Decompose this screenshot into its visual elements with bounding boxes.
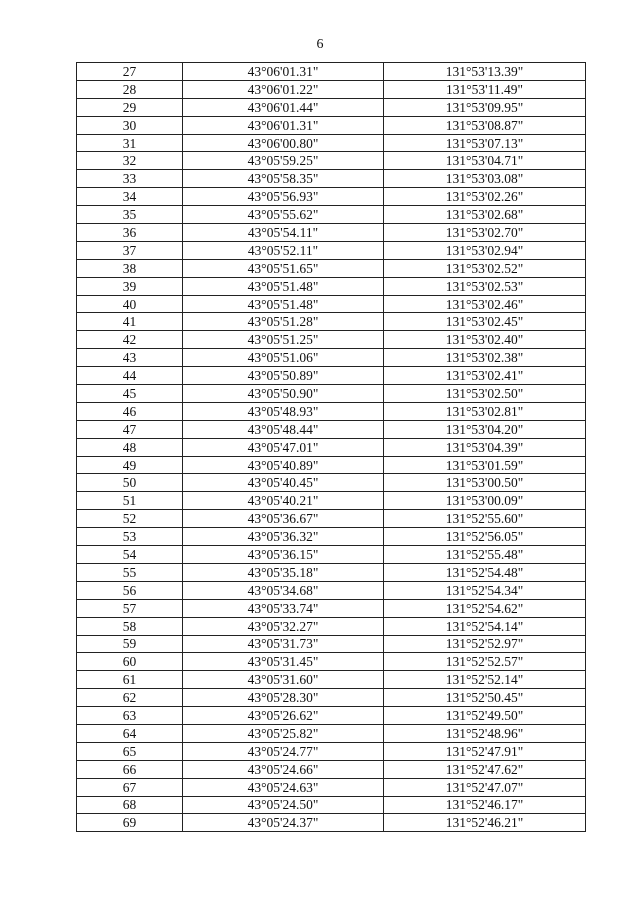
table-row — [77, 689, 586, 707]
point-number-cell: 36 — [77, 224, 183, 242]
latitude-cell: 43°05'51.06" — [183, 349, 384, 367]
table-row — [77, 796, 586, 814]
latitude-cell: 43°05'48.44" — [183, 420, 384, 438]
latitude-cell: 43°05'54.11" — [183, 224, 384, 242]
longitude-cell: 131°52'47.62" — [384, 760, 586, 778]
longitude-cell: 131°52'46.21" — [384, 814, 586, 832]
table-row — [77, 402, 586, 420]
point-number-cell: 37 — [77, 241, 183, 259]
table-row — [77, 259, 586, 277]
longitude-cell: 131°53'11.49" — [384, 80, 586, 98]
longitude-cell: 131°52'54.48" — [384, 563, 586, 581]
table-row — [77, 599, 586, 617]
longitude-cell: 131°53'02.94" — [384, 241, 586, 259]
longitude-cell: 131°53'02.50" — [384, 385, 586, 403]
table-row — [77, 742, 586, 760]
longitude-cell: 131°52'52.57" — [384, 653, 586, 671]
point-number-cell: 56 — [77, 581, 183, 599]
latitude-cell: 43°05'51.48" — [183, 277, 384, 295]
point-number-cell: 27 — [77, 63, 183, 81]
point-number-cell: 50 — [77, 474, 183, 492]
longitude-cell: 131°53'02.68" — [384, 206, 586, 224]
latitude-cell: 43°05'50.90" — [183, 385, 384, 403]
longitude-cell: 131°53'09.95" — [384, 98, 586, 116]
point-number-cell: 29 — [77, 98, 183, 116]
longitude-cell: 131°53'04.20" — [384, 420, 586, 438]
longitude-cell: 131°52'46.17" — [384, 796, 586, 814]
latitude-cell: 43°05'47.01" — [183, 438, 384, 456]
latitude-cell: 43°05'31.73" — [183, 635, 384, 653]
latitude-cell: 43°05'51.25" — [183, 331, 384, 349]
latitude-cell: 43°05'51.48" — [183, 295, 384, 313]
point-number-cell: 47 — [77, 420, 183, 438]
latitude-cell: 43°05'33.74" — [183, 599, 384, 617]
point-number-cell: 57 — [77, 599, 183, 617]
point-number-cell: 68 — [77, 796, 183, 814]
point-number-cell: 41 — [77, 313, 183, 331]
point-number-cell: 28 — [77, 80, 183, 98]
longitude-cell: 131°52'47.91" — [384, 742, 586, 760]
point-number-cell: 58 — [77, 617, 183, 635]
longitude-cell: 131°53'02.52" — [384, 259, 586, 277]
table-row — [77, 313, 586, 331]
table-row — [77, 170, 586, 188]
longitude-cell: 131°53'02.45" — [384, 313, 586, 331]
longitude-cell: 131°53'02.81" — [384, 402, 586, 420]
point-number-cell: 38 — [77, 259, 183, 277]
table-row — [77, 188, 586, 206]
longitude-cell: 131°53'02.41" — [384, 367, 586, 385]
point-number-cell: 32 — [77, 152, 183, 170]
longitude-cell: 131°53'04.71" — [384, 152, 586, 170]
point-number-cell: 51 — [77, 492, 183, 510]
coordinates-table — [76, 62, 586, 832]
point-number-cell: 65 — [77, 742, 183, 760]
latitude-cell: 43°05'36.67" — [183, 510, 384, 528]
table-row — [77, 635, 586, 653]
latitude-cell: 43°05'52.11" — [183, 241, 384, 259]
point-number-cell: 62 — [77, 689, 183, 707]
longitude-cell: 131°53'02.40" — [384, 331, 586, 349]
point-number-cell: 33 — [77, 170, 183, 188]
longitude-cell: 131°53'00.09" — [384, 492, 586, 510]
table-row — [77, 778, 586, 796]
latitude-cell: 43°05'48.93" — [183, 402, 384, 420]
table-row — [77, 224, 586, 242]
longitude-cell: 131°53'02.70" — [384, 224, 586, 242]
longitude-cell: 131°52'50.45" — [384, 689, 586, 707]
point-number-cell: 35 — [77, 206, 183, 224]
longitude-cell: 131°52'56.05" — [384, 528, 586, 546]
longitude-cell: 131°52'54.14" — [384, 617, 586, 635]
longitude-cell: 131°53'13.39" — [384, 63, 586, 81]
table-row — [77, 349, 586, 367]
latitude-cell: 43°05'36.32" — [183, 528, 384, 546]
latitude-cell: 43°05'36.15" — [183, 546, 384, 564]
latitude-cell: 43°05'28.30" — [183, 689, 384, 707]
latitude-cell: 43°05'40.89" — [183, 456, 384, 474]
point-number-cell: 60 — [77, 653, 183, 671]
table-row — [77, 653, 586, 671]
latitude-cell: 43°05'26.62" — [183, 707, 384, 725]
table-row — [77, 116, 586, 134]
latitude-cell: 43°05'58.35" — [183, 170, 384, 188]
longitude-cell: 131°53'02.38" — [384, 349, 586, 367]
table-row — [77, 760, 586, 778]
longitude-cell: 131°52'54.62" — [384, 599, 586, 617]
latitude-cell: 43°05'31.60" — [183, 671, 384, 689]
latitude-cell: 43°05'24.37" — [183, 814, 384, 832]
latitude-cell: 43°05'31.45" — [183, 653, 384, 671]
longitude-cell: 131°53'07.13" — [384, 134, 586, 152]
point-number-cell: 67 — [77, 778, 183, 796]
longitude-cell: 131°53'04.39" — [384, 438, 586, 456]
point-number-cell: 49 — [77, 456, 183, 474]
point-number-cell: 48 — [77, 438, 183, 456]
latitude-cell: 43°05'40.45" — [183, 474, 384, 492]
latitude-cell: 43°05'40.21" — [183, 492, 384, 510]
point-number-cell: 53 — [77, 528, 183, 546]
table-row — [77, 295, 586, 313]
point-number-cell: 40 — [77, 295, 183, 313]
latitude-cell: 43°05'55.62" — [183, 206, 384, 224]
latitude-cell: 43°05'51.28" — [183, 313, 384, 331]
point-number-cell: 34 — [77, 188, 183, 206]
table-row — [77, 814, 586, 832]
point-number-cell: 31 — [77, 134, 183, 152]
table-row — [77, 510, 586, 528]
latitude-cell: 43°05'59.25" — [183, 152, 384, 170]
longitude-cell: 131°53'01.59" — [384, 456, 586, 474]
table-row — [77, 331, 586, 349]
point-number-cell: 64 — [77, 724, 183, 742]
table-row — [77, 367, 586, 385]
latitude-cell: 43°05'24.77" — [183, 742, 384, 760]
longitude-cell: 131°52'47.07" — [384, 778, 586, 796]
latitude-cell: 43°05'56.93" — [183, 188, 384, 206]
table-row — [77, 206, 586, 224]
longitude-cell: 131°52'49.50" — [384, 707, 586, 725]
point-number-cell: 43 — [77, 349, 183, 367]
table-row — [77, 385, 586, 403]
point-number-cell: 39 — [77, 277, 183, 295]
latitude-cell: 43°05'24.50" — [183, 796, 384, 814]
table-row — [77, 546, 586, 564]
latitude-cell: 43°05'25.82" — [183, 724, 384, 742]
latitude-cell: 43°05'34.68" — [183, 581, 384, 599]
table-row — [77, 134, 586, 152]
table-row — [77, 456, 586, 474]
point-number-cell: 46 — [77, 402, 183, 420]
point-number-cell: 69 — [77, 814, 183, 832]
point-number-cell: 44 — [77, 367, 183, 385]
table-row — [77, 277, 586, 295]
point-number-cell: 61 — [77, 671, 183, 689]
longitude-cell: 131°52'54.34" — [384, 581, 586, 599]
longitude-cell: 131°52'55.48" — [384, 546, 586, 564]
longitude-cell: 131°53'00.50" — [384, 474, 586, 492]
table-row — [77, 492, 586, 510]
point-number-cell: 30 — [77, 116, 183, 134]
latitude-cell: 43°05'24.66" — [183, 760, 384, 778]
table-row — [77, 241, 586, 259]
table-row — [77, 617, 586, 635]
latitude-cell: 43°05'32.27" — [183, 617, 384, 635]
page-number: 6 — [316, 37, 324, 52]
latitude-cell: 43°05'24.63" — [183, 778, 384, 796]
latitude-cell: 43°05'51.65" — [183, 259, 384, 277]
point-number-cell: 45 — [77, 385, 183, 403]
point-number-cell: 55 — [77, 563, 183, 581]
latitude-cell: 43°06'01.44" — [183, 98, 384, 116]
longitude-cell: 131°53'02.26" — [384, 188, 586, 206]
table-row — [77, 581, 586, 599]
table-row — [77, 438, 586, 456]
table-row — [77, 474, 586, 492]
longitude-cell: 131°53'02.53" — [384, 277, 586, 295]
longitude-cell: 131°53'02.46" — [384, 295, 586, 313]
point-number-cell: 52 — [77, 510, 183, 528]
coordinates-table-body — [77, 63, 586, 832]
longitude-cell: 131°52'48.96" — [384, 724, 586, 742]
point-number-cell: 66 — [77, 760, 183, 778]
table-row — [77, 80, 586, 98]
point-number-cell: 42 — [77, 331, 183, 349]
latitude-cell: 43°05'35.18" — [183, 563, 384, 581]
table-row — [77, 724, 586, 742]
table-row — [77, 98, 586, 116]
point-number-cell: 59 — [77, 635, 183, 653]
latitude-cell: 43°06'01.22" — [183, 80, 384, 98]
point-number-cell: 54 — [77, 546, 183, 564]
longitude-cell: 131°52'52.14" — [384, 671, 586, 689]
table-row — [77, 63, 586, 81]
latitude-cell: 43°06'01.31" — [183, 63, 384, 81]
longitude-cell: 131°53'08.87" — [384, 116, 586, 134]
longitude-cell: 131°53'03.08" — [384, 170, 586, 188]
table-row — [77, 707, 586, 725]
table-row — [77, 152, 586, 170]
latitude-cell: 43°06'00.80" — [183, 134, 384, 152]
table-row — [77, 528, 586, 546]
table-row — [77, 671, 586, 689]
longitude-cell: 131°52'52.97" — [384, 635, 586, 653]
point-number-cell: 63 — [77, 707, 183, 725]
table-row — [77, 420, 586, 438]
longitude-cell: 131°52'55.60" — [384, 510, 586, 528]
latitude-cell: 43°05'50.89" — [183, 367, 384, 385]
table-row — [77, 563, 586, 581]
latitude-cell: 43°06'01.31" — [183, 116, 384, 134]
